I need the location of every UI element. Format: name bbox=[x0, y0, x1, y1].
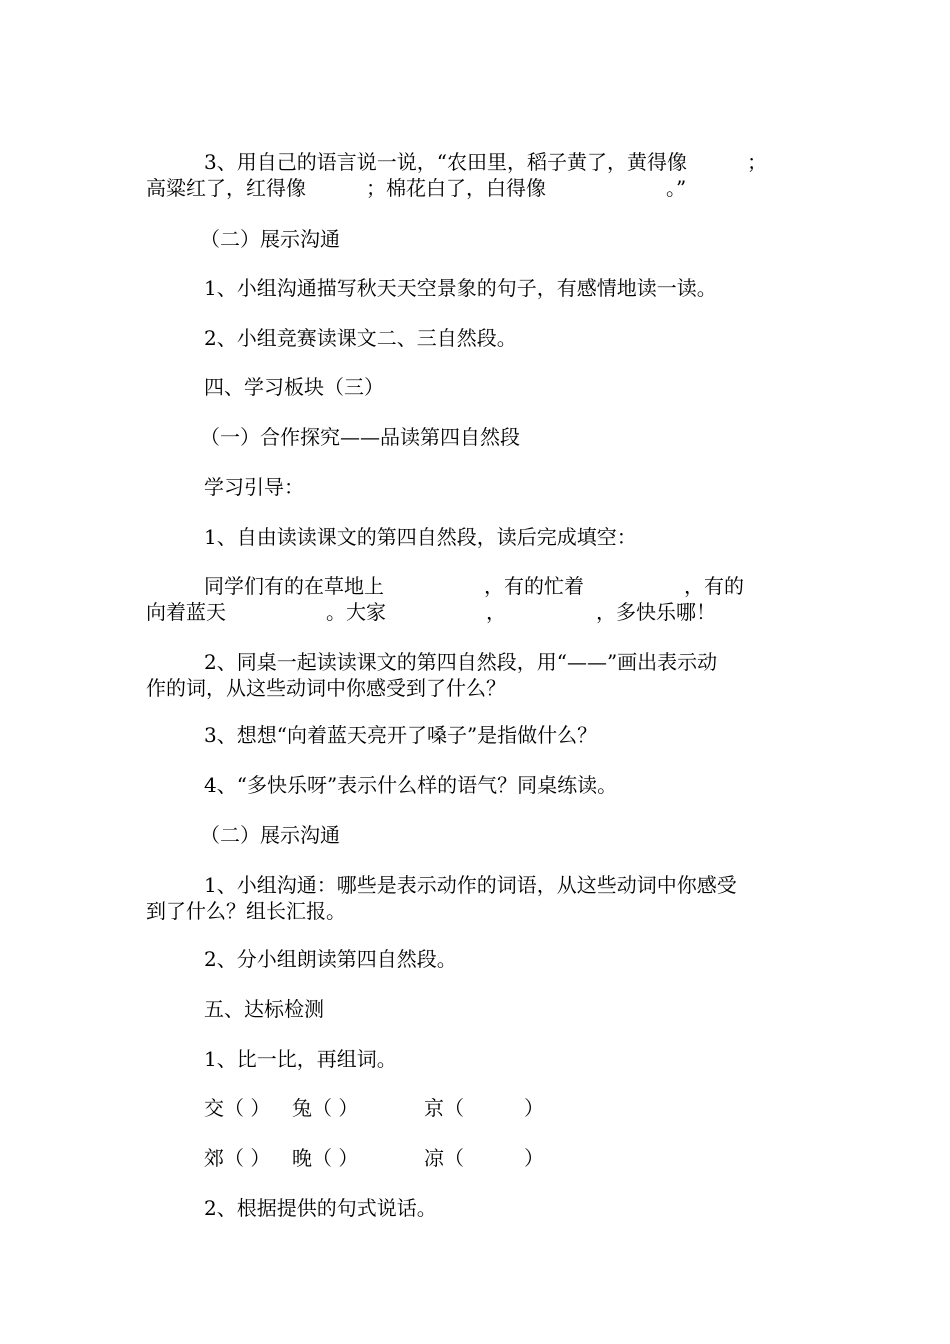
paragraph-compare: 1、比一比，再组词。 bbox=[204, 1047, 397, 1071]
paragraph-guide-label: 学习引导： bbox=[204, 475, 304, 499]
word-group-row-2-c: 凉（ ） bbox=[424, 1146, 544, 1170]
fill-blank-line-2: 向着蓝天 。大家 ， ，多快乐哪！ bbox=[146, 600, 716, 624]
fill-blank-line-1: 同学们有的在草地上 ，有的忙着 ，有的 bbox=[204, 574, 744, 598]
word-group-row-1-b: 兔（ ） bbox=[292, 1096, 359, 1120]
section-heading-block-3: 四、学习板块（三） bbox=[204, 375, 384, 399]
section-heading-explore: （一）合作探究——品读第四自然段 bbox=[200, 425, 520, 449]
paragraph-free-read: 1、自由读读课文的第四自然段，读后完成填空： bbox=[204, 525, 637, 549]
paragraph-group-comm-line-2: 到了什么？组长汇报。 bbox=[146, 899, 346, 923]
paragraph-desk-mate-line-2: 作的词，从这些动词中你感受到了什么？ bbox=[146, 676, 506, 700]
paragraph-3-line-2: 高粱红了，红得像 ；棉花白了，白得像 。” bbox=[146, 176, 687, 200]
paragraph-sentence-pattern: 2、根据提供的句式说话。 bbox=[204, 1196, 437, 1220]
section-heading-check: 五、达标检测 bbox=[204, 997, 324, 1021]
paragraph-think: 3、想想“向着蓝天亮开了嗓子”是指做什么？ bbox=[204, 723, 598, 747]
paragraph-desk-mate-line-1: 2、同桌一起读读课文的第四自然段，用“——”画出表示动 bbox=[204, 650, 718, 674]
section-heading-display: （二）展示沟通 bbox=[200, 227, 340, 251]
word-group-row-2-b: 晚（ ） bbox=[292, 1146, 359, 1170]
paragraph-tone: 4、“多快乐呀”表示什么样的语气？同桌练读。 bbox=[204, 773, 618, 797]
paragraph-3-line-1: 3、用自己的语言说一说，“农田里，稻子黄了，黄得像 ； bbox=[204, 150, 767, 174]
section-heading-display-2: （二）展示沟通 bbox=[200, 823, 340, 847]
paragraph-group-read: 1、小组沟通描写秋天天空景象的句子，有感情地读一读。 bbox=[204, 276, 717, 300]
paragraph-group-read-4: 2、分小组朗读第四自然段。 bbox=[204, 947, 457, 971]
paragraph-group-comm-line-1: 1、小组沟通：哪些是表示动作的词语，从这些动词中你感受 bbox=[204, 873, 737, 897]
word-group-row-1-c: 京（ ） bbox=[424, 1096, 544, 1120]
word-group-row-2-a: 郊（ ） bbox=[204, 1146, 271, 1170]
word-group-row-1-a: 交（ ） bbox=[204, 1096, 271, 1120]
paragraph-competition-read: 2、小组竞赛读课文二、三自然段。 bbox=[204, 326, 517, 350]
